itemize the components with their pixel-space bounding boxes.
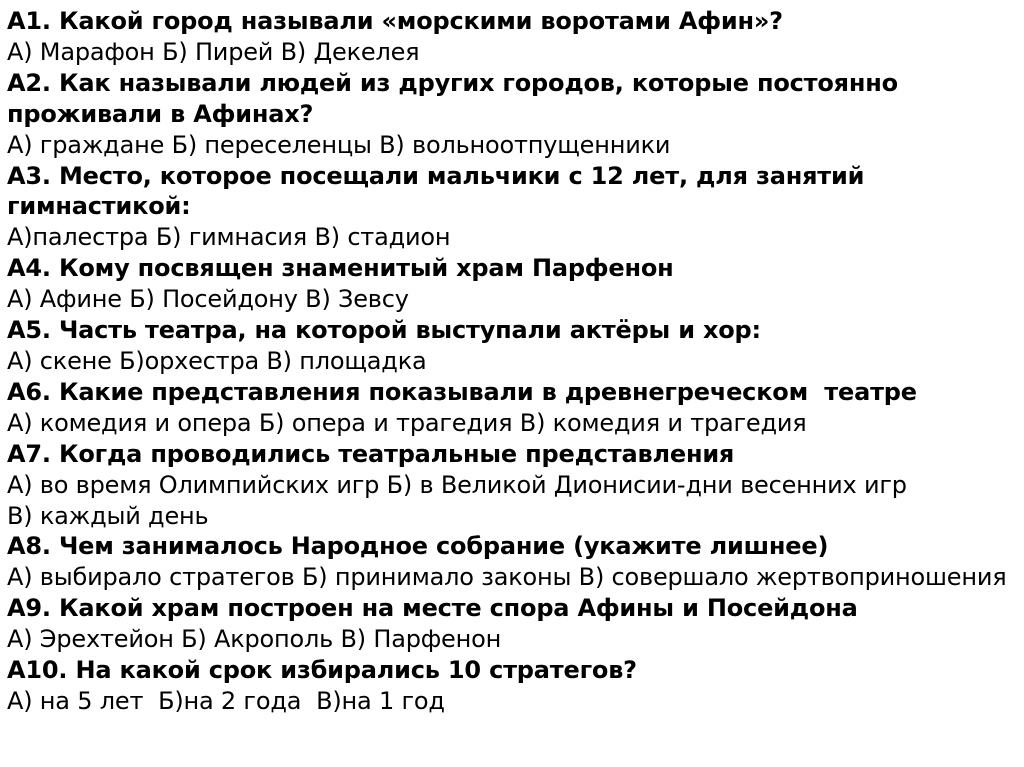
question-block xyxy=(7,377,1017,439)
question-block xyxy=(7,655,1017,717)
question-block xyxy=(7,68,1017,161)
question-block xyxy=(7,593,1017,655)
question-block xyxy=(7,315,1017,377)
answer-options: А)палестра Б) гимнасия В) стадион xyxy=(7,223,451,252)
question-text: А4. Кому посвящен знаменитый храм Парфенон xyxy=(7,254,674,283)
question-text: А3. Место, которое посещали мальчики с 12 лет, для занятий xyxy=(7,161,865,190)
question-text: А8. Чем занималось Народное собрание (укажите лишнее) xyxy=(7,532,829,561)
question-text: А9. Какой храм построен на месте спора Афины и Посейдона xyxy=(7,594,858,623)
answer-options: А) граждане Б) переселенцы В) вольноотпущенники xyxy=(7,130,671,159)
question-text: А1. Какой город называли «морскими воротами Афин»? xyxy=(7,7,783,35)
question-block xyxy=(7,6,1017,68)
answer-options: А) во время Олимпийских игр Б) в Великой Дионисии-дни весенних игр xyxy=(7,470,907,499)
question-text: проживали в Афинах? xyxy=(7,99,314,128)
question-text: А7. Когда проводились театральные представления xyxy=(7,439,735,468)
question-block xyxy=(7,531,1017,593)
question-text: А2. Как называли людей из других городов, которые постоянно xyxy=(7,68,898,97)
answer-options: А) Афине Б) Посейдону В) Зевсу xyxy=(7,285,409,314)
question-block xyxy=(7,439,1017,532)
question-text: А6. Какие представления показывали в древнегреческом театре xyxy=(7,377,917,406)
question-text: А5. Часть театра, на которой выступали актёры и хор: xyxy=(7,316,761,345)
answer-options: А) комедия и опера Б) опера и трагедия В) комедия и трагедия xyxy=(7,408,807,437)
quiz-document xyxy=(7,6,1017,717)
question-block xyxy=(7,161,1017,254)
answer-options: А) выбирало стратегов Б) принимало законы В) совершало жертвоприношения xyxy=(7,563,1007,592)
answer-options: А) на 5 лет Б)на 2 года В)на 1 год xyxy=(7,686,445,715)
answer-options: А) Марафон Б) Пирей В) Декелея xyxy=(7,37,420,66)
answer-options: В) каждый день xyxy=(7,501,209,530)
answer-options: А) скене Б)орхестра В) площадка xyxy=(7,346,427,375)
answer-options: А) Эрехтейон Б) Акрополь В) Парфенон xyxy=(7,625,502,654)
question-text: гимнастикой: xyxy=(7,192,191,221)
question-block xyxy=(7,253,1017,315)
question-text: А10. На какой срок избирались 10 стратегов? xyxy=(7,656,637,685)
